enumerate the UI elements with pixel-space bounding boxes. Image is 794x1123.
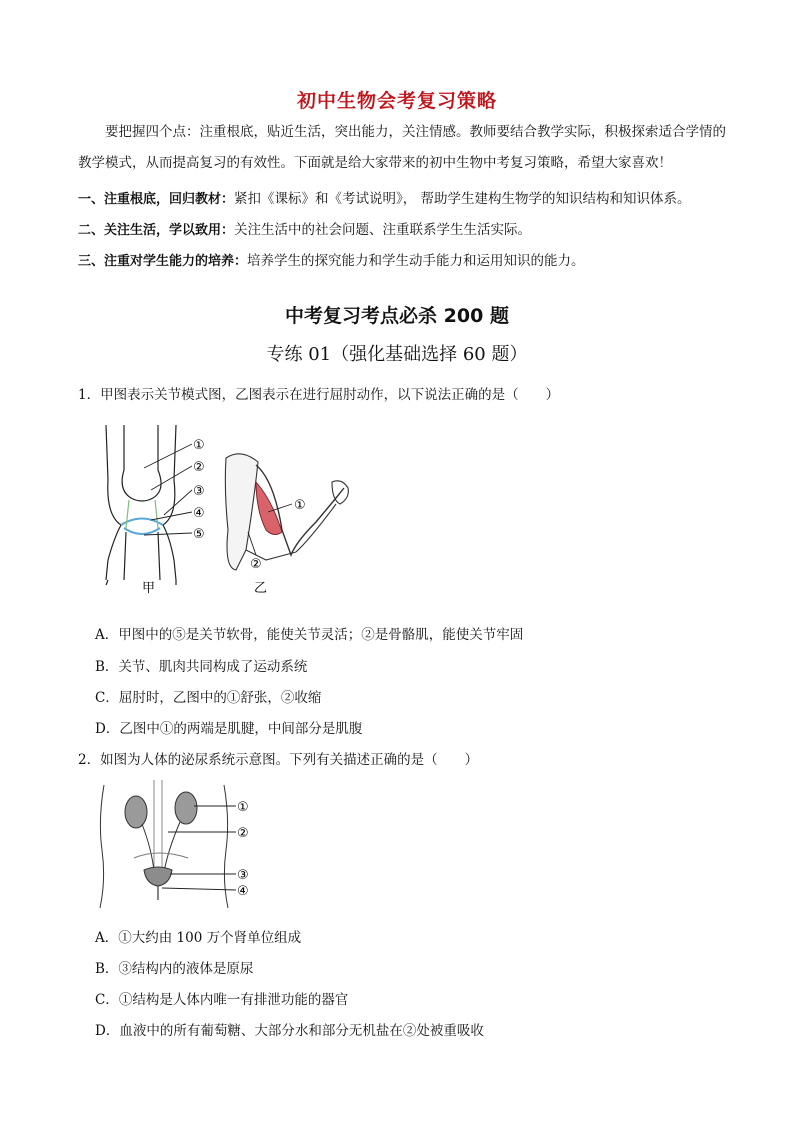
urinary-system-figure <box>96 780 266 910</box>
question-2-option-d: D．血液中的所有葡萄糖、大部分水和部分无机盐在②处被重吸收 <box>95 1023 484 1039</box>
section-title: 中考复习考点必杀 200 题 <box>285 305 509 327</box>
point-1 <box>78 187 738 207</box>
question-1-option-b: B．关节、肌肉共同构成了运动系统 <box>95 659 308 675</box>
joint-marker-5: ⑤ <box>193 527 205 542</box>
point-3-text: 培养学生的探究能力和学生动手能力和运用知识的能力。 <box>247 253 585 269</box>
bladder <box>144 867 172 886</box>
left-kidney <box>125 796 147 828</box>
intro-text: 要把握四个点：注重根底，贴近生活，突出能力，关注情感。教师要结合教学实际，积极探索适合学情的教学模式，从而提高复习的有效性。下面就是给大家带来的初中生物中考复习策略，希望大家喜欢！ <box>78 124 726 171</box>
point-1-text: 紧扣《课标》和《考试说明》， 帮助学生建构生物学的知识结构和知识体系。 <box>234 191 691 207</box>
question-2-option-a: A．①大约由 100 万个肾单位组成 <box>95 930 302 946</box>
joint-marker-1: ① <box>193 438 205 453</box>
question-1-stem: 1．甲图表示关节模式图，乙图表示在进行屈肘动作，以下说法正确的是（ ） <box>78 387 560 403</box>
arm-diagram <box>225 454 348 570</box>
urinary-marker-1: ① <box>237 800 249 815</box>
question-1-option-a: A．甲图中的⑤是关节软骨，能使关节灵活；②是骨骼肌，能使关节牢固 <box>95 627 524 643</box>
arm-marker-1: ① <box>294 498 306 513</box>
point-3 <box>78 249 738 269</box>
question-1-option-d: D．乙图中①的两端是肌腱，中间部分是肌腹 <box>95 721 363 737</box>
intro-paragraph <box>78 117 728 179</box>
joint-and-arm-figure <box>96 420 356 605</box>
question-2-option-b: B．③结构内的液体是原尿 <box>95 961 254 977</box>
urinary-marker-3: ③ <box>237 868 249 883</box>
question-2-option-c: C．①结构是人体内唯一有排泄功能的器官 <box>95 992 349 1008</box>
joint-marker-4: ④ <box>193 506 205 521</box>
right-figure-caption: 乙 <box>254 581 268 596</box>
right-kidney <box>175 792 197 824</box>
joint-marker-2: ② <box>193 460 205 475</box>
urinary-marker-4: ④ <box>237 884 249 899</box>
arm-marker-2: ② <box>250 557 262 572</box>
point-2-text: 关注生活中的社会问题、注重联系学生生活实际。 <box>234 222 532 238</box>
left-figure-caption: 甲 <box>142 581 156 596</box>
question-2-stem: 2．如图为人体的泌尿系统示意图。下列有关描述正确的是（ ） <box>78 752 479 768</box>
point-3-label: 三、注重对学生能力的培养： <box>78 254 248 269</box>
point-1-label: 一、注重根底，回归教材： <box>78 192 235 207</box>
point-2-label: 二、关注生活，学以致用： <box>78 223 235 238</box>
point-2 <box>78 218 738 238</box>
page-title: 初中生物会考复习策略 <box>296 90 497 112</box>
joint-marker-3: ③ <box>193 484 205 499</box>
question-1-option-c: C．屈肘时，乙图中的①舒张，②收缩 <box>95 690 322 706</box>
joint-diagram <box>106 425 176 585</box>
section-subtitle: 专练 01（强化基础选择 60 题） <box>266 344 528 365</box>
urinary-marker-2: ② <box>237 826 249 841</box>
